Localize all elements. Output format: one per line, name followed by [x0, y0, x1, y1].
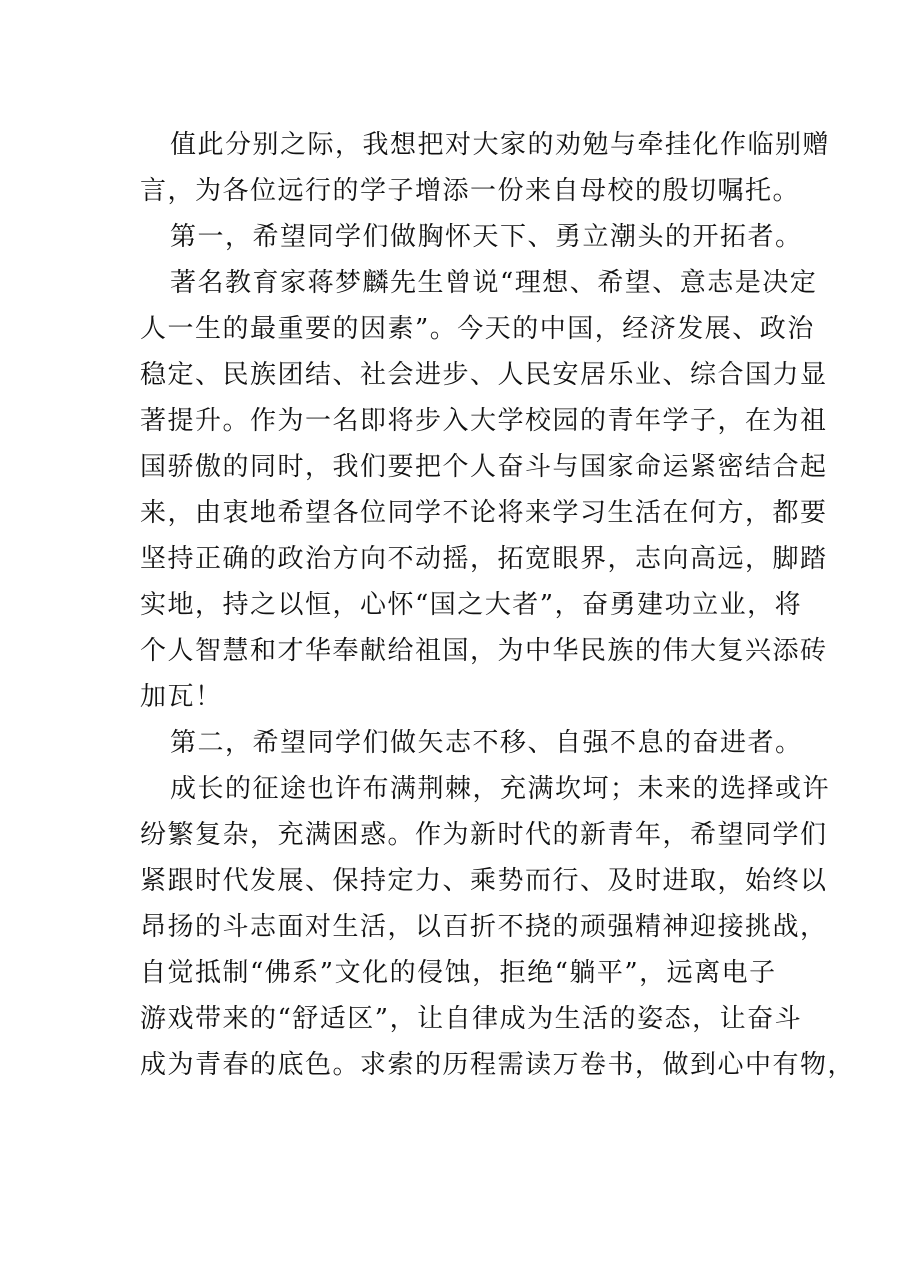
text-line: 个人智慧和才华奉献给祖国，为中华民族的伟大复兴添砖	[140, 636, 828, 666]
text-line: 第二，希望同学们做矢志不移、自强不息的奋进者。	[170, 728, 803, 758]
text-line: 著提升。作为一名即将步入大学校园的青年学子，在为祖	[140, 406, 828, 436]
text-line: 自觉抵制“佛系”文化的侵蚀，拒绝“躺平”，远离电子	[140, 958, 777, 988]
text-line: 紧跟时代发展、保持定力、乘势而行、及时进取，始终以	[140, 866, 828, 896]
text-line: 实地，持之以恒，心怀“国之大者”，奋勇建功立业，将	[140, 590, 803, 620]
text-line: 言，为各位远行的学子增添一份来自母校的殷切嘱托。	[140, 176, 801, 206]
text-line: 游戏带来的“舒适区”，让自律成为生活的姿态，让奋斗	[140, 1004, 803, 1034]
text-line: 来，由衷地希望各位同学不论将来学习生活在何方，都要	[140, 498, 828, 528]
text-line: 著名教育家蒋梦麟先生曾说“理想、希望、意志是决定	[170, 268, 818, 298]
text-line: 人一生的最重要的因素”。今天的中国，经济发展、政治	[140, 314, 815, 344]
text-line: 国骄傲的同时，我们要把个人奋斗与国家命运紧密结合起	[140, 452, 828, 482]
text-line: 第一，希望同学们做胸怀天下、勇立潮头的开拓者。	[170, 222, 803, 252]
text-line: 昂扬的斗志面对生活，以百折不挠的顽强精神迎接挑战，	[140, 912, 828, 942]
text-line: 加瓦！	[140, 682, 223, 712]
text-line: 成为青春的底色。求索的历程需读万卷书，做到心中有物，	[140, 1050, 856, 1080]
text-line: 坚持正确的政治方向不动摇，拓宽眼界，志向高远，脚踏	[140, 544, 828, 574]
text-line: 值此分别之际，我想把对大家的劝勉与牵挂化作临别赠	[170, 130, 831, 160]
text-line: 稳定、民族团结、社会进步、人民安居乐业、综合国力显	[140, 360, 828, 390]
text-line: 纷繁复杂，充满困惑。作为新时代的新青年，希望同学们	[140, 820, 828, 850]
text-line: 成长的征途也许布满荆棘，充满坎坷；未来的选择或许	[170, 774, 831, 804]
document-body	[140, 122, 856, 1088]
